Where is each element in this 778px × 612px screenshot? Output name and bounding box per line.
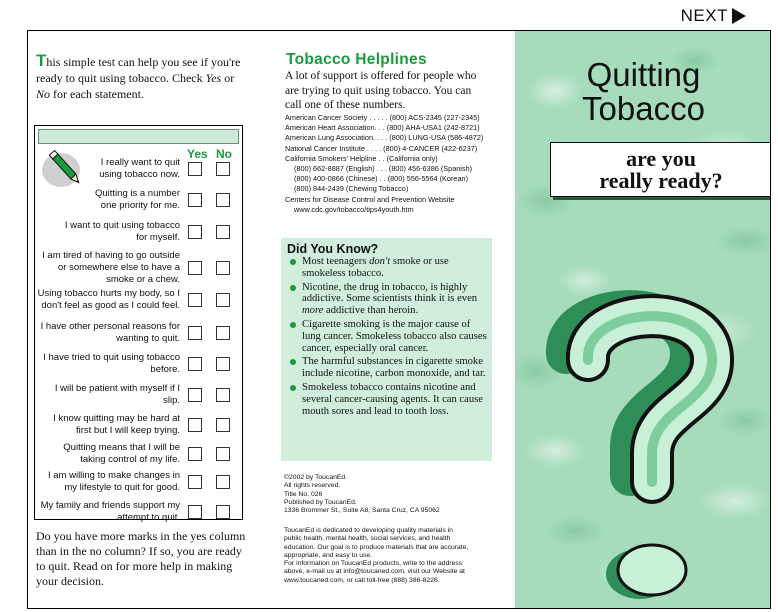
- helpline-entry: (800) 400-0866 (Chinese) . . (800) 556-5564 (Korean): [294, 174, 469, 184]
- yes-checkbox[interactable]: [188, 225, 202, 239]
- fact-text: Nicotine, the drug in tobacco, is highly addictive. Some scientists think it is even: [302, 281, 478, 305]
- quiz-statement-line: using tobacco now.: [99, 169, 180, 180]
- helpline-entry: American Lung Association. . . . (800) LUNG-USA (586-4872): [285, 133, 484, 143]
- no-column-header: No: [216, 147, 232, 161]
- no-checkbox[interactable]: [216, 326, 230, 340]
- intro-yes: Yes: [205, 71, 222, 85]
- helpline-entry: National Cancer Institute . . . . (800) 4-CANCER (422-6237): [285, 143, 478, 153]
- quiz-statement: [42, 250, 180, 286]
- intro-text: his simple test can help you see if you're: [46, 55, 241, 69]
- copyright-line: All rights reserved.: [284, 482, 341, 490]
- quiz-statement-line: I know quitting may be hard at: [53, 413, 180, 424]
- no-checkbox[interactable]: [216, 505, 230, 519]
- no-checkbox[interactable]: [216, 418, 230, 432]
- did-you-know-item: [287, 382, 491, 417]
- quiz-statement-line: I am willing to make changes in: [47, 470, 180, 481]
- helpline-entry: American Cancer Society . . . . . (800) ACS-2345 (227-2345): [285, 113, 480, 122]
- yes-checkbox[interactable]: [188, 293, 202, 307]
- helpline-entry: American Heart Association. . . (800) AHA-USA1 (242-8721): [285, 123, 480, 133]
- helplines-intro-line: A lot of support is offered for people who: [285, 70, 477, 82]
- quiz-statement-line: or somewhere else to have a: [58, 262, 180, 273]
- cover-title-line1: Quitting: [586, 56, 701, 93]
- intro-text: or: [221, 71, 235, 85]
- helplines-intro-line: call one of these numbers.: [285, 99, 406, 111]
- quiz-statement-line: I have tried to quit using tobacco: [43, 352, 180, 363]
- about-line: appropriate, and easy to use.: [284, 551, 373, 559]
- cover-subtitle-box: [550, 142, 771, 197]
- fact-text: smoke or use smokeless tobacco.: [302, 256, 449, 279]
- outro-line: to quit. Read on for more help in making: [36, 559, 233, 573]
- yes-checkbox[interactable]: [188, 261, 202, 275]
- fact-text: addictive than heroin.: [323, 305, 419, 317]
- did-you-know-list: [287, 256, 491, 419]
- quiz-statement-line: My family and friends support my: [40, 500, 180, 511]
- right-arrow-icon[interactable]: [732, 8, 746, 24]
- helpline-entry: (800) 662-8887 (English) . . . (800) 456-6386 (Spanish): [294, 164, 473, 174]
- copyright-line: Published by ToucanEd.: [284, 498, 357, 506]
- bullet-icon: [290, 359, 296, 365]
- helplines-intro: [285, 69, 510, 113]
- quiz-statement: [99, 157, 180, 181]
- did-you-know-item: [287, 256, 491, 280]
- yes-checkbox[interactable]: [188, 418, 202, 432]
- no-checkbox[interactable]: [216, 388, 230, 402]
- copyright-line: 1336 Brommer St., Suite A8, Santa Cruz, CA 95062: [284, 507, 440, 515]
- cover-title-line2: Tobacco: [582, 90, 705, 127]
- yes-checkbox[interactable]: [188, 357, 202, 371]
- quiz-statement: [43, 352, 180, 376]
- yes-checkbox[interactable]: [188, 447, 202, 461]
- did-you-know-item: [287, 356, 491, 380]
- quiz-statement-line: for myself.: [136, 232, 180, 243]
- about-line: For information on ToucanEd products, write to the address: [284, 560, 463, 568]
- did-you-know-box: [281, 238, 492, 461]
- did-you-know-item: [287, 319, 491, 354]
- quiz-statement-line: Using tobacco hurts my body, so I: [37, 288, 180, 299]
- quiz-statement-line: don't feel as good as I could feel.: [41, 300, 180, 311]
- middle-panel: [275, 31, 513, 608]
- next-label[interactable]: NEXT: [680, 6, 728, 25]
- quiz-intro: [36, 53, 256, 102]
- no-checkbox[interactable]: [216, 162, 230, 176]
- quiz-statement: [41, 500, 180, 524]
- helplines-title: Tobacco Helplines: [286, 51, 427, 68]
- quiz-statement-line: I really want to quit: [100, 157, 180, 168]
- quiz-statement-line: attempt to quit.: [117, 512, 180, 523]
- helpline-entry: California Smokers' Helpline . . (California only): [285, 153, 438, 163]
- cover-subtitle-line1: are you: [626, 146, 696, 171]
- copyright-line: Title No. 026: [284, 490, 323, 498]
- yes-checkbox[interactable]: [188, 388, 202, 402]
- bullet-icon: [290, 259, 296, 265]
- quiz-statement-line: Quitting is a number: [94, 188, 180, 199]
- intro-drop-cap: T: [36, 51, 47, 70]
- about-line: ToucanEd is dedicated to developing quality materials in: [284, 527, 453, 534]
- copyright-line: ©2002 by ToucanEd.: [284, 474, 348, 481]
- about-line: above, e-mail us at info@toucaned.com, visit our Website at: [284, 568, 465, 576]
- helpline-entry: (800) 844-2439 (Chewing Tobacco): [294, 184, 409, 194]
- no-checkbox[interactable]: [216, 193, 230, 207]
- left-panel: [28, 31, 263, 608]
- next-link[interactable]: [681, 6, 746, 26]
- quiz-statement: [95, 188, 180, 212]
- no-checkbox[interactable]: [216, 447, 230, 461]
- quiz-statement: [55, 383, 180, 407]
- quiz-statement-line: slip.: [163, 395, 180, 406]
- intro-text: for each statement.: [50, 87, 144, 101]
- quiz-statement: [41, 321, 180, 345]
- cover-subtitle-line2: really ready?: [599, 168, 723, 193]
- yes-checkbox[interactable]: [188, 505, 202, 519]
- intro-text: ready to quit using tobacco. Check: [36, 71, 206, 85]
- helpline-url[interactable]: www.cdc.gov/tobacco/tips4youth.htm: [294, 204, 414, 214]
- yes-checkbox[interactable]: [188, 326, 202, 340]
- quiz-statement-line: one priority for me.: [100, 200, 180, 211]
- quiz-statement-line: first but I will keep trying.: [75, 425, 180, 436]
- yes-checkbox[interactable]: [188, 162, 202, 176]
- about-line: public health, mental health, social services, and health: [284, 535, 451, 543]
- quiz-header-bar: [38, 129, 239, 144]
- yes-column-header: Yes: [187, 147, 208, 161]
- cover-panel: [515, 31, 771, 608]
- fact-text: The harmful substances in cigarette smoke include nicotine, carbon monoxide, and tar.: [302, 356, 486, 380]
- helplines-list: [285, 113, 510, 215]
- about-line: education. Our goal is to produce materials that are accurate,: [284, 543, 469, 551]
- fact-text: Most teenagers: [302, 256, 370, 267]
- bullet-icon: [290, 385, 296, 391]
- did-you-know-title: Did You Know?: [287, 242, 379, 256]
- intro-no: No: [36, 87, 51, 101]
- quiz-statement-line: I will be patient with myself if I: [54, 383, 180, 394]
- about-line: www.toucaned.com, or call toll-free (888) 386-8226.: [284, 576, 440, 584]
- yes-checkbox[interactable]: [188, 475, 202, 489]
- question-mark-icon: [540, 286, 750, 606]
- yes-checkbox[interactable]: [188, 193, 202, 207]
- quiz-statement-line: before.: [150, 364, 180, 375]
- no-checkbox[interactable]: [216, 357, 230, 371]
- quiz-statement: [63, 442, 180, 466]
- quiz-outro: [36, 529, 256, 589]
- quiz-statement-line: I have other personal reasons for: [40, 321, 180, 332]
- helpline-entry: Centers for Disease Control and Prevention Website: [285, 194, 455, 204]
- did-you-know-item: [287, 282, 491, 317]
- fact-text: Cigarette smoking is the major cause of lung cancer. Smokeless tobacco also causes cancer, especially oral cancer.: [302, 318, 487, 354]
- helplines-intro-line: are trying to quit using tobacco. You can: [285, 84, 472, 97]
- quiz-statement-line: taking control of my life.: [80, 454, 180, 465]
- quiz-statement-line: I want to quit using tobacco: [64, 220, 180, 231]
- quiz-statement: [65, 220, 180, 244]
- outro-line: your decision.: [36, 574, 104, 588]
- quiz-statement: [38, 288, 180, 312]
- quiz-statement-line: smoke or a chew.: [106, 274, 180, 285]
- brochure: [27, 30, 771, 609]
- pencil-icon: [41, 148, 89, 190]
- fact-text: Smokeless tobacco contains nicotine and several cancer-causing agents. It can cause mouth sores and lead to tooth loss.: [302, 381, 483, 417]
- quiz-box: [34, 125, 243, 523]
- no-checkbox[interactable]: [216, 293, 230, 307]
- quiz-statement-line: my lifestyle to quit for good.: [64, 482, 180, 493]
- quiz-statement: [53, 413, 180, 437]
- quiz-statement-line: I am tired of having to go outside: [42, 250, 180, 261]
- outro-line: than in the no column? If so, you are ready: [36, 544, 242, 558]
- no-checkbox[interactable]: [216, 475, 230, 489]
- quiz-statement-line: wanting to quit.: [116, 333, 180, 344]
- fact-emphasis: more: [302, 305, 324, 317]
- fact-emphasis: don't: [369, 256, 391, 267]
- no-checkbox[interactable]: [216, 225, 230, 239]
- publisher-about: [284, 527, 509, 585]
- bullet-icon: [290, 285, 296, 291]
- copyright-block: [284, 474, 440, 515]
- quiz-statement-line: Quitting means that I will be: [63, 442, 180, 453]
- outro-line: Do you have more marks in the yes column: [36, 529, 246, 543]
- bullet-icon: [290, 322, 296, 328]
- quiz-statement: [48, 470, 180, 494]
- no-checkbox[interactable]: [216, 261, 230, 275]
